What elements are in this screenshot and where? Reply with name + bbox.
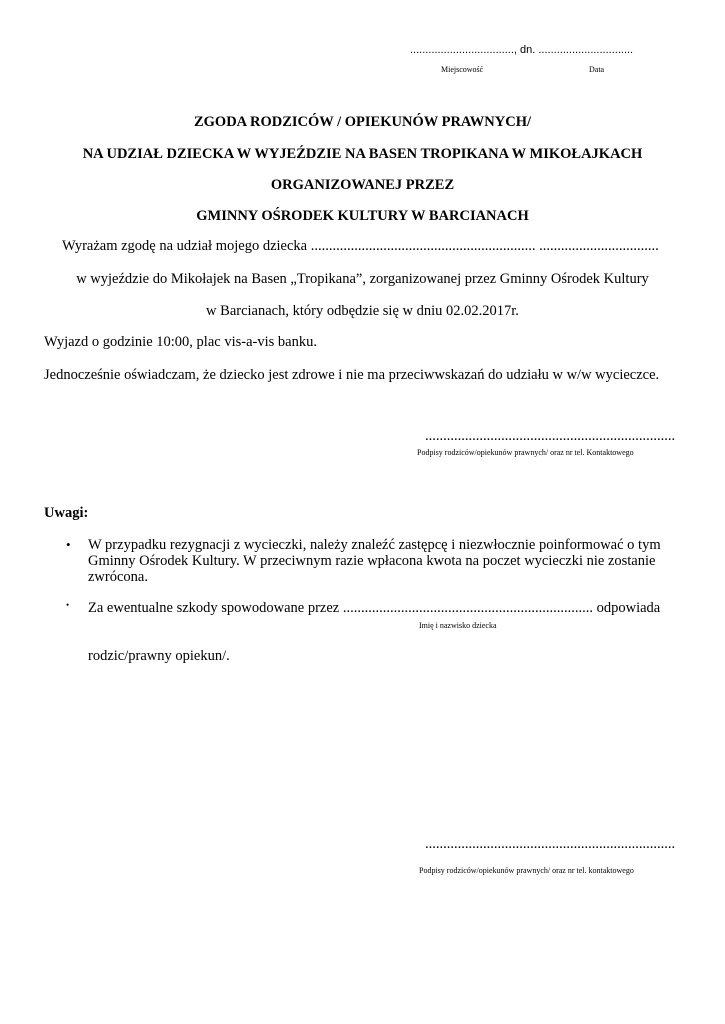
bullet-1-line-2: Gminny Ośrodek Kultury. W przeciwnym razie wpłacona kwota na poczet wycieczki nie zostanie: [88, 553, 656, 569]
bullet-1-line-3: zwrócona.: [88, 569, 148, 585]
signature-2-caption: Podpisy rodziców/opiekunów prawnych/ oraz nr tel. kontaktowego: [419, 866, 634, 875]
bullet-2-line: Za ewentualne szkody spowodowane przez ..................................................................... odpowiada: [88, 600, 661, 616]
place-caption: Miejscowość: [441, 65, 484, 74]
health-declaration-line: Jednocześnie oświadczam, że dziecko jest zdrowe i nie ma przeciwwskazań do udziału w w/w wycieczce.: [44, 367, 660, 383]
child-name-caption: Imię i nazwisko dziecka: [419, 621, 497, 630]
bullet-2-continuation: rodzic/prawny opiekun/.: [88, 648, 230, 664]
document-title-line-1: ZGODA RODZICÓW / OPIEKUNÓW PRAWNYCH/: [193, 114, 532, 130]
bullet-2-marker: •: [66, 600, 70, 610]
document-title-line-3: ORGANIZOWANEJ PRZEZ: [270, 177, 455, 193]
notes-heading: Uwagi:: [44, 505, 89, 521]
document-title-line-2: NA UDZIAŁ DZIECKA W WYJEŹDZIE NA BASEN TROPIKANA W MIKOŁAJKACH: [82, 146, 643, 162]
signature-1-dots: .....................................................................: [425, 428, 676, 444]
bullet-1-line-1: W przypadku rezygnacji z wycieczki, należy znaleźć zastępcę i niezwłocznie poinformować o tym: [88, 537, 661, 553]
signature-1-caption: Podpisy rodziców/opiekunów prawnych/ oraz nr tel. Kontaktowego: [417, 448, 634, 457]
signature-2-dots: .....................................................................: [425, 836, 676, 852]
date-caption: Data: [589, 65, 605, 74]
document-title-line-4: GMINNY OŚRODEK KULTURY W BARCIANACH: [196, 208, 529, 224]
consent-line: Wyrażam zgodę na udział mojego dziecka .............................................................. .................................: [62, 238, 659, 254]
bullet-1-marker: •: [66, 537, 71, 552]
place-date-line: .................................., dn. ...............................: [410, 44, 634, 56]
departure-line: Wyjazd o godzinie 10:00, plac vis-a-vis banku.: [44, 334, 317, 350]
trip-line: w wyjeździe do Mikołajek na Basen „Tropikana”, zorganizowanej przez Gminny Ośrodek Kultury: [76, 271, 649, 287]
trip-date-line: w Barcianach, który odbędzie się w dniu 02.02.2017r.: [206, 303, 519, 319]
